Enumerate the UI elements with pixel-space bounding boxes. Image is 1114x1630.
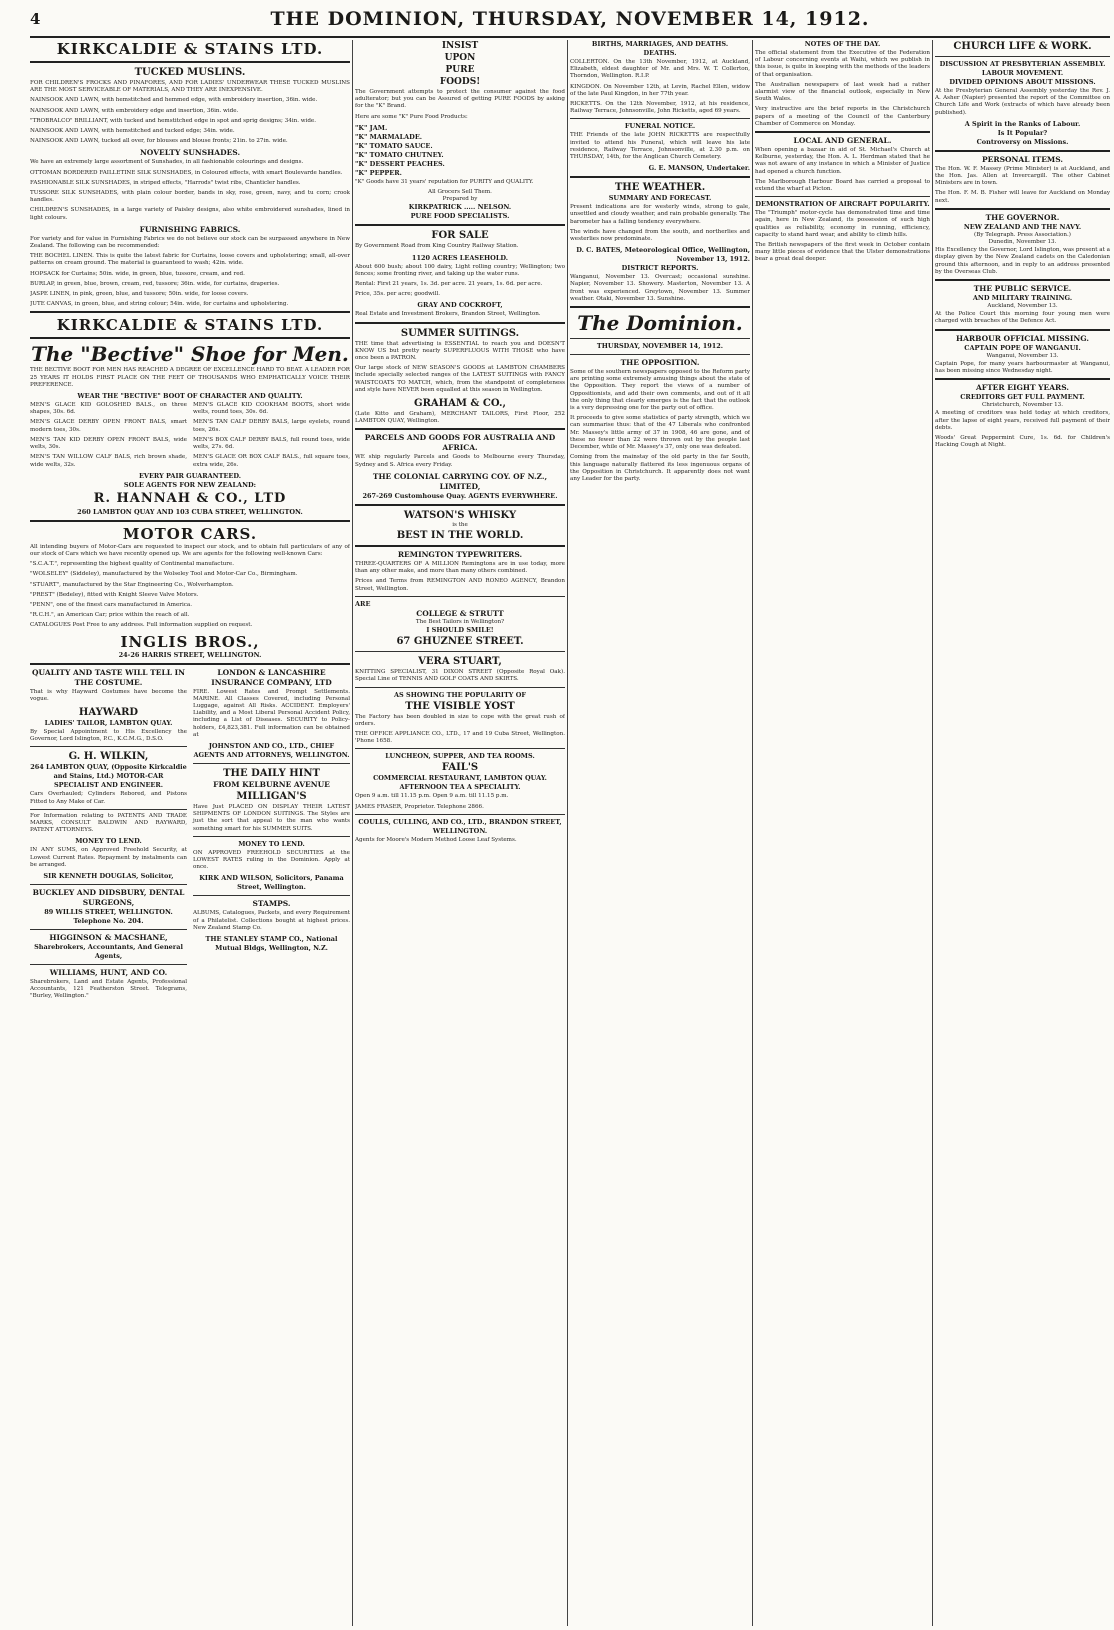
ad-item: NAINSOOK AND LAWN, with hemstitched and tucked edge; 34in. wide. (30, 128, 235, 135)
article-text: The Australian newspapers of last week had a rather alarmist view of the financial outlook, especially in New South Wales. (755, 81, 930, 103)
ad-address: 89 WILLIS STREET, WELLINGTON. Telephone No. 204. (44, 907, 173, 925)
shoe-item: MEN'S TAN WILLOW CALF BALS, rich brown shade, wide welts, 32s. (30, 454, 187, 468)
section-subheading: DISCUSSION AT PRESBYTERIAN ASSEMBLY. (939, 60, 1106, 68)
section-subheading: DISTRICT REPORTS. (621, 264, 699, 273)
ad-text: ARE (355, 599, 371, 608)
ad-heading: KIRKCALDIE & STAINS LTD. (56, 40, 324, 58)
ad-text: Have Just PLACED ON DISPLAY THEIR LATEST SHIPMENTS OF LONDON SUITINGS. The Styles are just the sort that appeal to the man who wants something smart for his SUMMER SUITS. (193, 803, 350, 832)
ad-text: KNITTING SPECIALIST, 31 DIXON STREET (Opposite Royal Oak). Special Line of TENNIS AND GOLF COATS AND SKIRTS. (355, 669, 565, 683)
ad-address: 24-26 HARRIS STREET, WELLINGTON. (118, 650, 262, 659)
ad-heading: UPON (444, 53, 476, 63)
shoe-item: MEN'S GLACE OR BOX CALF BALS., full square toes, extra wide, 26s. (193, 454, 350, 468)
ad-text: About 600 bush; about 100 dairy, Light rolling country; Wellington; two fences; some fronting river, and taking up the water runs. (355, 263, 565, 277)
editorial-masthead: The Dominion. (577, 311, 743, 336)
ad-text: Agents for Moore's Modern Method Loose Leaf Systems. (355, 836, 517, 843)
section-heading: THE GOVERNOR. (985, 212, 1060, 222)
ad-heading: INGLIS BROS., (120, 632, 260, 651)
section-heading: THE WEATHER. (614, 182, 706, 194)
product-item: "K" JAM. (355, 123, 388, 132)
ad-item: BURLAP, in green, blue, brown, cream, red, tussore; 36in. wide, for curtains, draperies. (30, 280, 280, 287)
editorial-heading: THE OPPOSITION. (620, 358, 700, 368)
section-subheading: A Spirit in the Ranks of Labour. (964, 119, 1081, 128)
article-dateline: Auckland, November 13. (987, 303, 1058, 310)
section-subheading: Is It Popular? (997, 128, 1048, 137)
ad-text: That is why Hayward Costumes have become the vogue. (30, 688, 187, 702)
ad-item: CHILDREN'S SUNSHADES, in a large variety of Paisley designs, also white embroidered sunshades, lined in light colours. (30, 207, 350, 221)
article-byline: D. C. BATES, Meteorological Office, Wellington, November 13, 1912. (576, 246, 750, 264)
article-text: The Hon. F. M. B. Fisher will leave for Auckland on Monday next. (935, 190, 1110, 204)
product-item: "K" TOMATO CHUTNEY. (355, 150, 444, 159)
ad-text: Prices and Terms from REMINGTON AND RONEO AGENCY, Brandon Street, Wellington. (355, 578, 565, 592)
ad-subheading: 1120 ACRES LEASEHOLD. (411, 253, 509, 262)
notice: THE Friends of the late JOHN RICKETTS are respectfully invited to attend his Funeral, which will leave his late residence, Railway Terrace, Johnsonville, at 2.30 p.m. on THURSDAY, 14th, for the Anglican Church Cemetery. (570, 132, 750, 161)
article-text: Captain Pope, for many years harbourmaster at Wanganui, has been missing since Wednesday night. (935, 360, 1110, 375)
product-item: "K" MARMALADE. (355, 132, 423, 141)
ad-text: Price, 35s. per acre; goodwill. (355, 291, 441, 298)
notice-signature: G. E. MANSON, Undertaker. (648, 164, 750, 173)
ad-text: Real Estate and Investment Brokers, Brandon Street, Wellington. (355, 311, 541, 318)
ad-heading: HIGGINSON & MACSHANE, (49, 932, 168, 942)
section-heading: DEMONSTRATION OF AIRCRAFT POPULARITY. (755, 200, 930, 209)
product-item: "K" TOMATO SAUCE. (355, 141, 433, 150)
ad-item: NAINSOOK AND LAWN, with embroidery edge and insertion, 36in. wide. (30, 107, 239, 114)
shoe-list (30, 401, 350, 472)
ad-heading: INSIST (441, 41, 479, 51)
ad-subheading: LUNCHEON, SUPPER, AND TEA ROOMS. (385, 752, 535, 761)
section-heading: THE PUBLIC SERVICE. (973, 284, 1072, 294)
ad-heading: 67 GHUZNEE STREET. (396, 636, 524, 648)
ad-text: Here are some "K" Pure Food Products: (355, 113, 468, 120)
ad-text: Open 9 a.m. till 11.15 p.m. Open 9 a.m. till 11.15 p.m. (355, 793, 509, 800)
ad-heading: LONDON & LANCASHIRE INSURANCE COMPANY, LTD (211, 667, 332, 687)
section-heading: NOTES OF THE DAY. (804, 40, 881, 48)
article-dateline: Christchurch, November 13. (981, 402, 1064, 409)
shoe-item: MEN'S TAN KID DERBY OPEN FRONT BALS, wide welts, 30s. (30, 436, 187, 451)
ad-text: ALBUMS, Catalogues, Packets, and every Requirement of a Philatelist. Collections bought at highest prices. New Zealand Stamp Co. (193, 910, 350, 931)
ad-text: ON APPROVED FREEHOLD SECURITIES at the LOWEST RATES ruling in the Dominion. Apply at once. (193, 849, 350, 871)
column-rule (932, 40, 933, 1626)
article-text: At the Police Court this morning four young men were charged with breaches of the Defence Act. (935, 311, 1110, 325)
ad-text: The Factory has been doubled in size to cope with the great rush of orders. (355, 713, 565, 727)
ad-subheading: AFTERNOON TEA A SPECIALITY. (399, 783, 521, 792)
ad-text: JAMES FRASER, Proprietor. Telephone 2866. (355, 803, 484, 810)
ad-heading: REMINGTON TYPEWRITERS. (397, 550, 523, 560)
ad-text: CATALOGUES Post Free to any address. Full information supplied on request. (30, 622, 253, 629)
ad-text: For Information relating to PATENTS AND TRADE MARKS, CONSULT BALDWIN AND RAYWARD, PATENT ATTORNEYS. (30, 812, 187, 834)
ad-heading: STAMPS. (252, 899, 291, 909)
ad-heading: WILLIAMS, HUNT, AND CO. (49, 967, 168, 977)
ad-heading: BUCKLEY AND DIDSBURY, DENTAL SURGEONS, (32, 887, 185, 907)
section-heading: CHURCH LIFE & WORK. (953, 41, 1092, 52)
ad-heading: KIRKCALDIE & STAINS LTD. (56, 316, 324, 335)
shoe-item: MEN'S BOX CALF DERBY BALS, full round toes, wide welts, 27s. 6d. (193, 436, 350, 451)
ad-heading: FOODS! (439, 77, 481, 87)
ad-address: 264 LAMBTON QUAY, (Opposite Kirkcaldie and Stains, Ltd.) MOTOR-CAR SPECIALIST AND ENGINEER. (30, 763, 187, 790)
ad-text: Our large stock of NEW SEASON'S GOODS at LAMBTON CHAMBERS include specially selected ranges of the LATEST SUITINGS with FANCY WAISTCOATS TO MATCH, which, from the standpoint of completeness and style have NEVER been equalled at this season in Wellington. (355, 365, 565, 393)
product-item: "K" DESSERT PEACHES. (355, 159, 445, 168)
ad-item: NAINSOOK AND LAWN, with hemstitched and hemmed edge, with embroidery insertion, 36in. wide. (30, 97, 318, 104)
editorial-text: It proceeds to give some statistics of party strength, which we can summarise thus: that of the 47 Liberals who confronted Mr. Massey's little army of 37 in 1908, 46 are gone, and of these no fewer than 22 were thrown out by the people last December, while of Mr. Massey's 37, only one was defeated. (570, 415, 750, 451)
ad-subheading: PURE FOOD SPECIALISTS. (410, 212, 510, 221)
page-number: 4 (30, 10, 41, 28)
article-text: When opening a bazaar in aid of St. Michael's Church at Kelburne, yesterday, the Hon. A. L. Herdman stated that he was not aware of any instance in which a Minister of Justice had opened a church function. (755, 147, 930, 175)
article-dateline: Dunedin, November 13. (988, 239, 1057, 246)
section-subheading: CAPTAIN POPE OF WANGANUI. (964, 343, 1081, 352)
section-subheading: CREDITORS GET FULL PAYMENT. (960, 393, 1085, 402)
product-item: "K" PEPPER. (355, 168, 402, 177)
ad-text: Prepared by (442, 196, 478, 203)
ad-heading: WATSON'S WHISKY (403, 509, 517, 521)
ad-heading: PARCELS AND GOODS FOR AUSTRALIA AND AFRICA. (364, 433, 556, 453)
ad-heading: HAYWARD (78, 706, 139, 718)
ad-item: "TROBRALCO" BRILLIANT, with tucked and hemstitched edge in spot and sprig designs; 34in. wide. (30, 117, 317, 124)
ad-item: "PENN", one of the finest cars manufactured in America. (30, 601, 192, 608)
ad-address: 260 LAMBTON QUAY AND 103 CUBA STREET, WELLINGTON. (77, 507, 303, 516)
column-rule (752, 40, 753, 1626)
ad-heading: MONEY TO LEND. (238, 839, 305, 848)
article-text: The official statement from the Executive of the Federation of Labour concerning events at Waihi, which we publish in this issue, is quite in keeping with the methods of the leaders of that organisation. (755, 50, 930, 78)
ad-heading: THE VISIBLE YOST (405, 700, 515, 712)
ad-text: SIR KENNETH DOUGLAS, Solicitor, (43, 871, 174, 880)
ad-item: JASPE LINEN, in pink, green, blue, and tussore; 50in. wide, for loose covers. (30, 291, 249, 298)
ad-item: NAINSOOK AND LAWN, tucked all over, for blouses and blouse fronts; 21in. to 27in. wide. (30, 138, 288, 145)
section-subheading: SUMMARY AND FORECAST. (608, 194, 712, 203)
ad-item: OTTOMAN BORDERED FAILLETINE SILK SUNSHADES, in Coloured effects, with smart Boulevarde handles. (30, 169, 343, 176)
ad-text: THREE-QUARTERS OF A MILLION Remingtons are in use today, more than any other make, and more than many others combined. (355, 561, 565, 575)
ad-text: is the (452, 521, 468, 528)
ad-item: "WOLSELEY" (Siddeley), manufactured by the Wolseley Tool and Motor-Car Co., Birmingham. (30, 571, 298, 578)
ad-heading: MOTOR CARS. (122, 524, 258, 543)
section-heading: NOVELTY SUNSHADES. (139, 148, 241, 158)
ad-subheading: FROM KELBURNE AVENUE (213, 779, 330, 789)
ad-heading: VERA STUART, (418, 656, 502, 668)
ad-heading: MONEY TO LEND. (75, 837, 142, 846)
ad-heading: G. H. WILKIN, (68, 751, 149, 763)
ad-heading: BEST IN THE WORLD. (396, 530, 524, 542)
ad-subheading: WEAR THE "BECTIVE" BOOT OF CHARACTER AND QUALITY. (77, 392, 303, 401)
editorial-text: Coming from the mainstay of the old party in the far South, this language naturally flattered its less ingenuous organs of the Opposition in Christchurch. It apparently does not want any Leader for the party. (570, 454, 750, 482)
ad-text: The Government attempts to protect the consumer against the food adulterator; but you can be Assured of getting PURE FOODS by asking for the "K" Brand. (355, 89, 565, 110)
article-dateline: Wanganui, November 13. (986, 352, 1059, 359)
ad-heading: FAIL'S (441, 762, 479, 774)
ad-text: Sharebrokers, Land and Estate Agents, Professional Accountants, 121 Featherston Street. Telegrams, "Burley, Wellington." (30, 978, 187, 1000)
ad-heading: KIRKPATRICK ..... NELSON. (408, 203, 512, 212)
section-heading: LOCAL AND GENERAL. (793, 136, 892, 146)
ad-text: For variety and for value in Furnishing Fabrics we do not believe our stock can be surpassed anywhere in New Zealand. The following can be recommended: (30, 235, 350, 250)
ad-address: 267-269 Customhouse Quay. AGENTS EVERYWHERE. (362, 491, 558, 500)
ad-text: By Government Road from King Country Railway Station. (355, 243, 519, 250)
ad-text: THE OFFICE APPLIANCE CO., LTD., 17 and 19 Cuba Street, Wellington. 'Phone 1658. (355, 730, 565, 745)
ad-item: THE BOCHEL LINEN. This is quite the latest fabric for Curtains, loose covers and upholstering; small, all-over patterns on cream ground. The material is guaranteed to wash; 42in. wide. (30, 253, 350, 267)
column-3 (570, 40, 750, 1626)
ad-text: WE ship regularly Parcels and Goods to Melbourne every Thursday, Sydney and S. Africa every Friday. (355, 454, 565, 468)
ad-heading: COULLS, CULLING, AND CO., LTD., BRANDON STREET, WELLINGTON. (358, 817, 562, 835)
ad-text: EVERY PAIR GUARANTEED. (138, 471, 242, 480)
column-5 (935, 40, 1110, 1626)
ad-heading: COLLEGE & STRUTT (416, 608, 504, 618)
ad-text: KIRK AND WILSON, Solicitors, Panama Street, Wellington. (199, 874, 344, 892)
notice: KINGDON. On November 12th, at Levin, Rachel Ellen, widow of the late Paul Kingdon, in her 77th year. (570, 83, 750, 97)
ad-text: AS SHOWING THE POPULARITY OF (394, 690, 526, 699)
ad-heading: QUALITY AND TASTE WILL TELL IN THE COSTUME. (31, 667, 185, 687)
ad-item: "R.C.H.", an American Car; price within the reach of all. (30, 612, 190, 619)
article-text: Present indications are for westerly winds, strong to gale, unsettled and cloudy weather, and rain probable generally. The barometer has a falling tendency everywhere. (570, 204, 750, 225)
section-heading: BIRTHS, MARRIAGES, AND DEATHS. (591, 40, 729, 48)
column-1 (30, 40, 350, 1626)
ad-heading: THE COLONIAL CARRYING COY. OF N.Z., LIMITED, (372, 471, 548, 491)
ad-text: SOLE AGENTS FOR NEW ZEALAND: (123, 480, 257, 489)
editorial-date: THURSDAY, NOVEMBER 14, 1912. (596, 342, 724, 351)
article-text: The Hon. W. F. Massey (Prime Minister) is at Auckland, and the Hon. Jas. Allen at Invercargill. The other Cabinet Ministers are in town. (935, 165, 1110, 187)
ad-heading: The "Bective" Shoe for Men. (31, 342, 349, 367)
article-text: At the Presbyterian General Assembly yesterday the Rev. J. A. Asher (Napier) presented the report of the Committee on Church Life and Work (extracts of which have already been published). (935, 88, 1110, 116)
ad-item: JUTE CANVAS, in green, blue, and string colour; 54in. wide, for curtains and upholstering. (30, 301, 289, 308)
ad-text: Rental: First 21 years, 1s. 3d. per acre. 21 years, 1s. 6d. per acre. (355, 281, 543, 288)
ad-item: "STUART", manufactured by the Star Engineering Co., Wolverhampton. (30, 581, 234, 588)
ad-text: FOR CHILDREN'S FROCKS AND PINAFORES, AND FOR LADIES' UNDERWEAR THESE TUCKED MUSLINS ARE THE MOST SERVICEABLE OF MATERIALS, AND THEY ARE INEXPENSIVE. (30, 80, 350, 94)
section-subheading: AND MILITARY TRAINING. (972, 294, 1073, 303)
article-dateline: (By Telegraph. Press Association.) (974, 231, 1071, 238)
shoe-item: MEN'S GLACE KID GOLOSHED BALS., on three shapes, 30s. 6d. (30, 402, 187, 416)
section-subheading: LABOUR MOVEMENT. (981, 69, 1064, 77)
article-text: The British newspapers of the first week in October contain many little pieces of evidence that the Ulster demonstrations bear a great deal deeper. (755, 242, 930, 263)
editorial-text: Some of the southern newspapers opposed to the Reform party are printing some extremely amusing things about the state of the Opposition. They report the views of a number of Oppositionists, and add their own comments, and out of it all the only thing that clearly emerges is the fact that the outlook is a very depressing one for the party out of office. (570, 369, 750, 412)
ad-text: (Late Kitto and Graham), MERCHANT TAILORS, First Floor, 252 LAMBTON QUAY, Wellington. (355, 411, 565, 425)
ad-text: "K" Goods have 31 years' reputation for PURITY and QUALITY. (355, 178, 534, 185)
ad-heading: MILLIGAN'S (236, 790, 307, 802)
ad-item: "S.C.A.T.", representing the highest quality of Continental manufacture. (30, 561, 234, 568)
ad-text: All Grocers Sell Them. (428, 189, 492, 196)
article-text: The "Triumph" motor-cycle has demonstrated time and time again, here in New Zealand, its possession of such high qualities as reliability, economy in running, efficiency, capacity to stand hard wear, and ability to climb hills. (755, 210, 930, 238)
section-subheading: DEATHS. (643, 49, 677, 57)
ad-text: IN ANY SUMS, on Approved Freehold Security, at Lowest Current Rates. Repayment by instalments can be arranged. (30, 847, 187, 868)
ad-subheading: JOHNSTON AND CO., LTD., CHIEF AGENTS AND ATTORNEYS, WELLINGTON. (193, 741, 350, 759)
column-4 (755, 40, 930, 1626)
article-text: Woods' Great Peppermint Cure, 1s. 6d. for Children's Hacking Cough at Night. (935, 435, 1110, 449)
ad-text: The Best Tailors in Wellington? (415, 618, 505, 625)
ad-text: THE BECTIVE BOOT FOR MEN HAS REACHED A DEGREE OF EXCELLENCE HARD TO BEAT. A LEADER FOR 25 YEARS IT HOLDS FIRST PLACE ON THE FEET OF THOUSANDS WHO EMPHATICALLY VOICE THEIR PREFERENCE. (30, 367, 350, 388)
ad-text: I SHOULD SMILE! (426, 626, 494, 635)
ad-text: FIRE. Lowest Rates and Prompt Settlements. MARINE. All Classes Covered, including Personal Luggage, against All Risks. ACCIDENT. Employers' Liability, and a Most Liberal Personal Accident Policy, including a List of Diseases. SECURITY to Policy-holders, £4,823,381. Full information can be obtained at (193, 688, 350, 738)
notice: RICKETTS. On the 12th November, 1912, at his residence, Railway Terrace, Johnsonville, John Ricketts, aged 69 years. (570, 101, 750, 115)
section-heading: PERSONAL ITEMS. (982, 154, 1063, 164)
section-heading: HARBOUR OFFICIAL MISSING. (956, 333, 1089, 343)
ad-heading: PURE (445, 65, 475, 75)
ad-text: THE time that advertising is ESSENTIAL to reach you and DOESN'T KNOW US but pretty nearly SUPERFLUOUS WITH THOSE who have once been a PATRON. (355, 340, 565, 362)
ad-subheading: COMMERCIAL RESTAURANT, LAMBTON QUAY. (373, 774, 547, 783)
ad-item: HOPSACK for Curtains; 50in. wide, in green, blue, tussore, cream, and red. (30, 270, 245, 277)
article-text: His Excellency the Governor, Lord Islington, was present at a display given by the New Zealand cadets on the Caledonian ground this afternoon, and in reply to an address presented by the Overseas Club. (935, 247, 1110, 275)
ad-text: We have an extremely large assortment of Sunshades, in all fashionable colourings and designs. (30, 159, 304, 166)
shoe-item: MEN'S GLACE DERBY OPEN FRONT BALS, smart modern toes, 30s. (30, 419, 187, 433)
ad-subheading: LADIES' TAILOR, LAMBTON QUAY. (44, 718, 173, 727)
article-text: The Marlborough Harbour Board has carried a proposal to extend the wharf at Picton. (755, 178, 930, 193)
ad-address: THE STANLEY STAMP CO., National Mutual Bldgs, Wellington, N.Z. (205, 934, 338, 952)
section-heading: TUCKED MUSLINS. (134, 67, 246, 78)
section-subheading: Controversy on Missions. (976, 137, 1069, 146)
article-text: Wanganui, November 13. Overcast; occasional sunshine. Napier, November 13. Showery. Masterton, November 13. A front was experienced. Greytown, November 13. Summer weather. Otaki, November 13. Sunshine. (570, 274, 750, 302)
article-text: The winds have changed from the south, and northerlies and westerlies now predominate. (570, 228, 750, 243)
ad-text: By Special Appointment to His Excellency the Governor, Lord Islington, P.C., K.C.M.G., D.S.O. (30, 728, 187, 743)
notice: COLLERTON. On the 13th November, 1912, at Auckland, Elizabeth, eldest daughter of Mr. and Mrs. W. T. Collerton, Thorndon, Wellington. R.I.P. (570, 59, 750, 80)
ad-item: TUSSORE SILK SUNSHADES, with plain colour border, bands in sky, rose, green, navy, and tu corn; crook handles. (30, 190, 350, 204)
ad-heading: FOR SALE (431, 230, 489, 242)
section-subheading: NEW ZEALAND AND THE NAVY. (963, 222, 1082, 231)
section-subheading: DIVIDED OPINIONS ABOUT MISSIONS. (949, 78, 1096, 86)
ad-heading: SUMMER SUITINGS. (400, 327, 520, 339)
column-rule (352, 40, 353, 1626)
ad-heading: GRAHAM & CO., (414, 398, 506, 410)
shoe-item: MEN'S GLACE KID COOKHAM BOOTS, short wide welts, round toes, 30s. 6d. (193, 402, 350, 416)
ad-heading: GRAY AND COCKROFT, (417, 301, 503, 310)
ad-item: FASHIONABLE SILK SUNSHADES, in striped effects, "Harrods" twist ribs, Chanticler handles. (30, 179, 301, 186)
ad-heading: R. HANNAH & CO., LTD (93, 490, 287, 506)
section-heading: FUNERAL NOTICE. (624, 122, 696, 131)
ad-item: "PREST" (Bedeley), fitted with Knight Sleeve Valve Motors. (30, 591, 199, 598)
ad-text: All intending buyers of Motor-Cars are requested to inspect our stock, and to obtain full particulars of any of our stock of Cars which we have recently opened up. We are agents for the following well-known Cars: (30, 543, 350, 557)
ad-row (30, 668, 350, 1004)
newspaper-title: THE DOMINION, THURSDAY, NOVEMBER 14, 1912. (270, 8, 870, 30)
section-heading: AFTER EIGHT YEARS. (975, 383, 1070, 393)
column-rule (567, 40, 568, 1626)
shoe-item: MEN'S TAN CALF DERBY BALS, large eyelets, round toes, 26s. (193, 419, 350, 433)
article-text: A meeting of creditors was held today at which creditors, after the lapse of eight years, received full payment of their debts. (935, 410, 1110, 431)
ad-subheading: Sharebrokers, Accountants, And General Agents, (34, 942, 183, 960)
masthead (30, 6, 1110, 38)
ad-text: Cars Overhauled; Cylinders Rebored, and Pistons Fitted to Any Make of Car. (30, 791, 187, 805)
section-heading: FURNISHING FABRICS. (139, 224, 241, 234)
ad-heading: THE DAILY HINT (223, 767, 320, 779)
column-2 (355, 40, 565, 1626)
article-text: Very instructive are the brief reports in the Christchurch papers of a meeting of the Council of the Canterbury Chamber of Commerce on Monday. (755, 106, 930, 127)
